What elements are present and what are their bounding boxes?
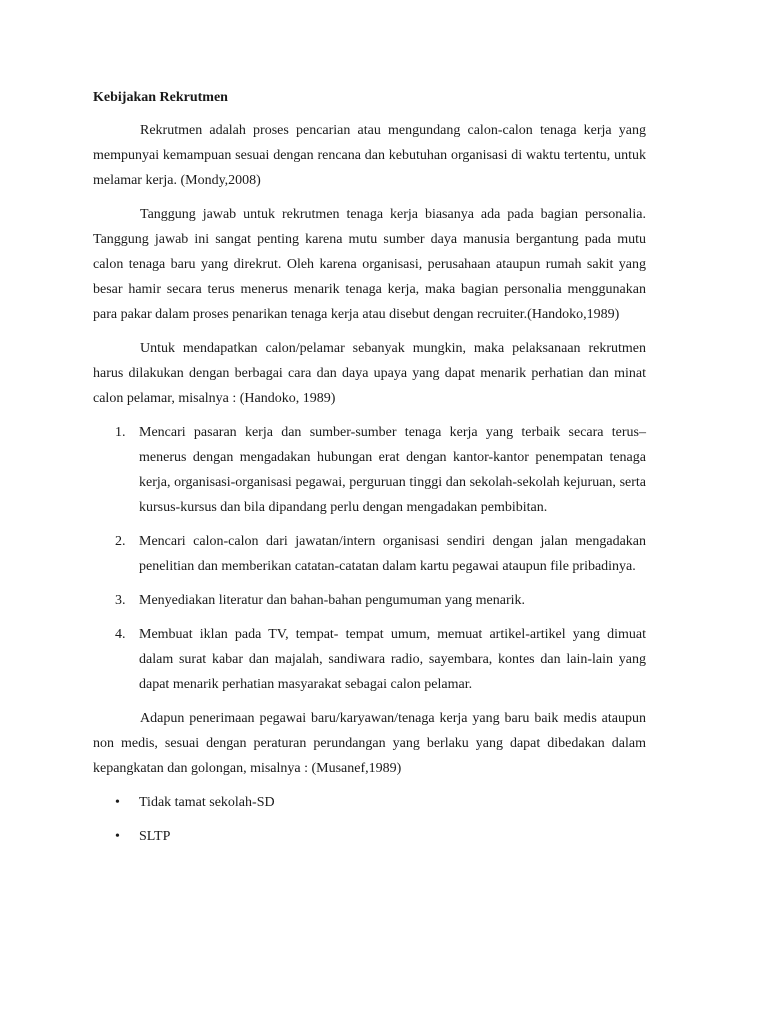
paragraph-methods-intro: Untuk mendapatkan calon/pelamar sebanyak mungkin, maka pelaksanaan rekrutmen harus dilakukan dengan berbagai cara dan daya upaya yang dapat menarik perhatian dan minat calon pelamar, misalnya : (Handoko, 1989) <box>93 341 646 406</box>
paragraph-definition: Rekrutmen adalah proses pencarian atau mengundang calon-calon tenaga kerja yang mempunyai kemampuan sesuai dengan rencana dan kebutuhan organisasi di waktu tertentu, untuk melamar kerja. (Mondy,2008) <box>93 123 646 188</box>
bullet-list <box>93 790 646 849</box>
list-item <box>93 824 646 849</box>
list-item <box>93 420 646 520</box>
bullet-icon: • <box>115 795 120 810</box>
list-number: 4. <box>115 627 126 642</box>
list-item-text: Menyediakan literatur dan bahan-bahan pengumuman yang menarik. <box>139 593 526 608</box>
list-number: 2. <box>115 534 126 549</box>
list-item-text: Mencari calon-calon dari jawatan/intern organisasi sendiri dengan jalan mengadakan penelitian dan memberikan catatan-catatan dalam kartu pegawai ataupun file pribadinya. <box>139 534 646 574</box>
list-number: 3. <box>115 593 126 608</box>
list-item <box>93 529 646 579</box>
paragraph-classification-intro: Adapun penerimaan pegawai baru/karyawan/tenaga kerja yang baru baik medis ataupun non medis, sesuai dengan peraturan perundangan yang berlaku yang dapat dibedakan dalam kepangkatan dan golongan, misalnya : (Musanef,1989) <box>93 711 646 776</box>
list-item <box>93 588 646 613</box>
list-item-text: Membuat iklan pada TV, tempat- tempat umum, memuat artikel-artikel yang dimuat dalam surat kabar dan majalah, sandiwara radio, sayembara, kontes dan lain-lain yang dapat menarik perhatian masyarakat sebagai calon pelamar. <box>139 627 646 692</box>
paragraph-responsibility: Tanggung jawab untuk rekrutmen tenaga kerja biasanya ada pada bagian personalia. Tanggung jawab ini sangat penting karena mutu sumber daya manusia bergantung pada mutu calon tenaga baru yang direkrut. Oleh karena organisasi, perusahaan ataupun rumah sakit yang besar hamir secara terus menerus menarik tenaga kerja, maka bagian personalia menggunakan para pakar dalam proses penarikan tenaga kerja atau disebut dengan recruiter.(Handoko,1989) <box>93 207 646 322</box>
list-number: 1. <box>115 425 126 440</box>
list-item <box>93 790 646 815</box>
list-item-text: Mencari pasaran kerja dan sumber-sumber tenaga kerja yang terbaik secara terus– menerus dengan mengadakan hubungan erat dengan kantor-kantor penempatan tenaga kerja, organisasi-organisasi pegawai, perguruan tinggi dan sekolah-sekolah kejuruan, serta kursus-kursus dan bila dipandang perlu dengan mengadakan pembibitan. <box>139 425 646 515</box>
list-item <box>93 622 646 697</box>
list-item-text: SLTP <box>139 829 171 844</box>
document-title: Kebijakan Rekrutmen <box>93 90 228 105</box>
numbered-list <box>93 420 646 697</box>
document-body <box>93 87 646 858</box>
list-item-text: Tidak tamat sekolah-SD <box>139 795 275 810</box>
bullet-icon: • <box>115 829 120 844</box>
